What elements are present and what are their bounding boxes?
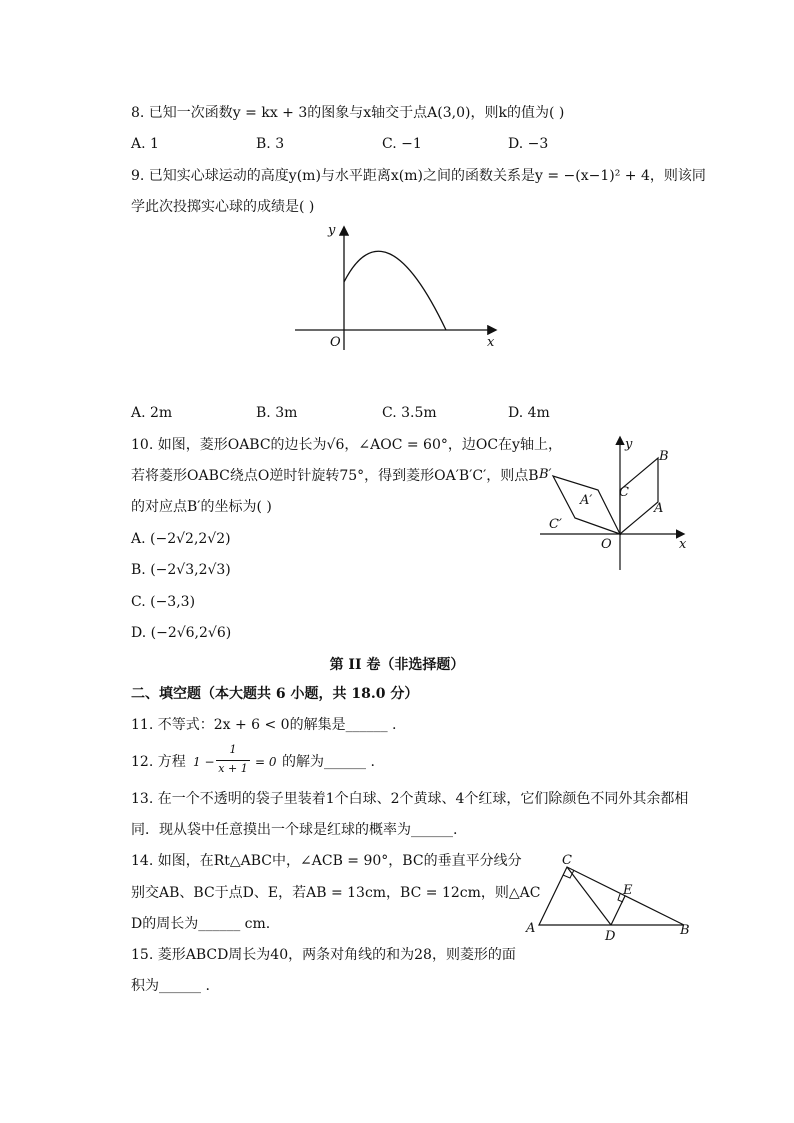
q10-option-c: C. (−3,3) bbox=[131, 594, 196, 610]
q9-option-d: D. 4m bbox=[508, 405, 550, 421]
q10-label-b-prime: B′ bbox=[539, 467, 552, 482]
q10-line3: 的对应点B′的坐标为( ) bbox=[131, 499, 272, 515]
q10-option-d: D. (−2√6,2√6) bbox=[131, 625, 232, 641]
q14-triangle-abc bbox=[539, 867, 684, 925]
q14-label-d: D bbox=[605, 929, 616, 944]
q9-parabola-curve bbox=[344, 251, 446, 330]
q9-option-c: C. 3.5m bbox=[382, 405, 437, 421]
q10-option-a: A. (−2√2,2√2) bbox=[131, 531, 231, 547]
q10-label-c: C bbox=[619, 485, 629, 500]
q12-eq-right: = 0 bbox=[255, 755, 277, 769]
q12-frac-numerator: 1 bbox=[229, 743, 237, 756]
q8-option-c: C. −1 bbox=[382, 136, 422, 152]
section-subtitle: 二、填空题（本大题共 6 小题，共 18.0 分） bbox=[131, 686, 419, 702]
q14-segment-cd bbox=[567, 867, 611, 925]
q8-option-b: B. 3 bbox=[256, 136, 285, 152]
q9-option-b: B. 3m bbox=[256, 405, 298, 421]
q13-line2: 同．现从袋中任意摸出一个球是红球的概率为______. bbox=[131, 822, 458, 838]
q14-triangle-figure bbox=[522, 850, 702, 944]
q9-y-label: y bbox=[328, 223, 336, 238]
q12-prefix: 12. 方程 bbox=[131, 754, 186, 770]
q9-parabola-graph bbox=[290, 220, 510, 355]
q12-frac-bar bbox=[216, 760, 250, 761]
q14-line2: 别交AB、BC于点D、E，若AB = 13cm，BC = 12cm，则△AC bbox=[131, 885, 541, 901]
q12-frac-denominator: x + 1 bbox=[218, 762, 248, 775]
q10-line2: 若将菱形OABC绕点O逆时针旋转75°，得到菱形OA′B′C′，则点B bbox=[131, 468, 539, 484]
q9-option-a: A. 2m bbox=[131, 405, 173, 421]
q10-label-x: x bbox=[679, 537, 687, 552]
q14-label-e: E bbox=[623, 883, 633, 898]
q13-line1: 13. 在一个不透明的袋子里装着1个白球、2个黄球、4个红球，它们除颜色不同外其余都相 bbox=[131, 791, 689, 807]
q9-stem-line1: 9. 已知实心球运动的高度y(m)与水平距离x(m)之间的函数关系是y = −(x−1)² + 4，则该同 bbox=[131, 168, 706, 184]
q14-label-c: C bbox=[562, 853, 572, 868]
q14-line1: 14. 如图，在Rt△ABC中，∠ACB = 90°，BC的垂直平分线分 bbox=[131, 853, 522, 869]
q8-option-a: A. 1 bbox=[131, 136, 159, 152]
q12-eq-left: 1 − bbox=[193, 755, 215, 769]
q14-label-a: A bbox=[526, 921, 536, 936]
q10-label-c-prime: C′ bbox=[549, 517, 562, 532]
q10-label-a: A bbox=[654, 501, 664, 516]
q10-label-a-prime: A′ bbox=[580, 493, 593, 508]
q9-x-label: x bbox=[487, 335, 495, 350]
q9-origin-label: O bbox=[330, 335, 341, 350]
q10-option-b: B. (−2√3,2√3) bbox=[131, 562, 231, 578]
section-title: 第 II 卷（非选择题） bbox=[329, 657, 465, 673]
q12-suffix: 的解为______ . bbox=[282, 754, 375, 770]
q15-line1: 15. 菱形ABCD周长为40，两条对角线的和为28，则菱形的面 bbox=[131, 947, 516, 963]
q10-label-o: O bbox=[601, 537, 612, 552]
q8-stem: 8. 已知一次函数y = kx + 3的图象与x轴交于点A(3,0)，则k的值为( ) bbox=[131, 105, 565, 121]
q9-stem-line2: 学此次投掷实心球的成绩是( ) bbox=[131, 199, 315, 215]
q15-line2: 积为______ . bbox=[131, 978, 210, 994]
q14-label-b: B bbox=[680, 923, 690, 938]
q8-option-d: D. −3 bbox=[508, 136, 549, 152]
q10-label-y: y bbox=[625, 437, 633, 452]
q10-line1: 10. 如图，菱形OABC的边长为√6，∠AOC = 60°，边OC在y轴上， bbox=[131, 437, 562, 453]
q10-rhombus-figure bbox=[535, 432, 695, 572]
q11-text: 11. 不等式：2x + 6 < 0的解集是______ . bbox=[131, 717, 397, 733]
q14-line3: D的周长为______ cm. bbox=[131, 916, 271, 932]
q10-label-b: B bbox=[659, 449, 669, 464]
